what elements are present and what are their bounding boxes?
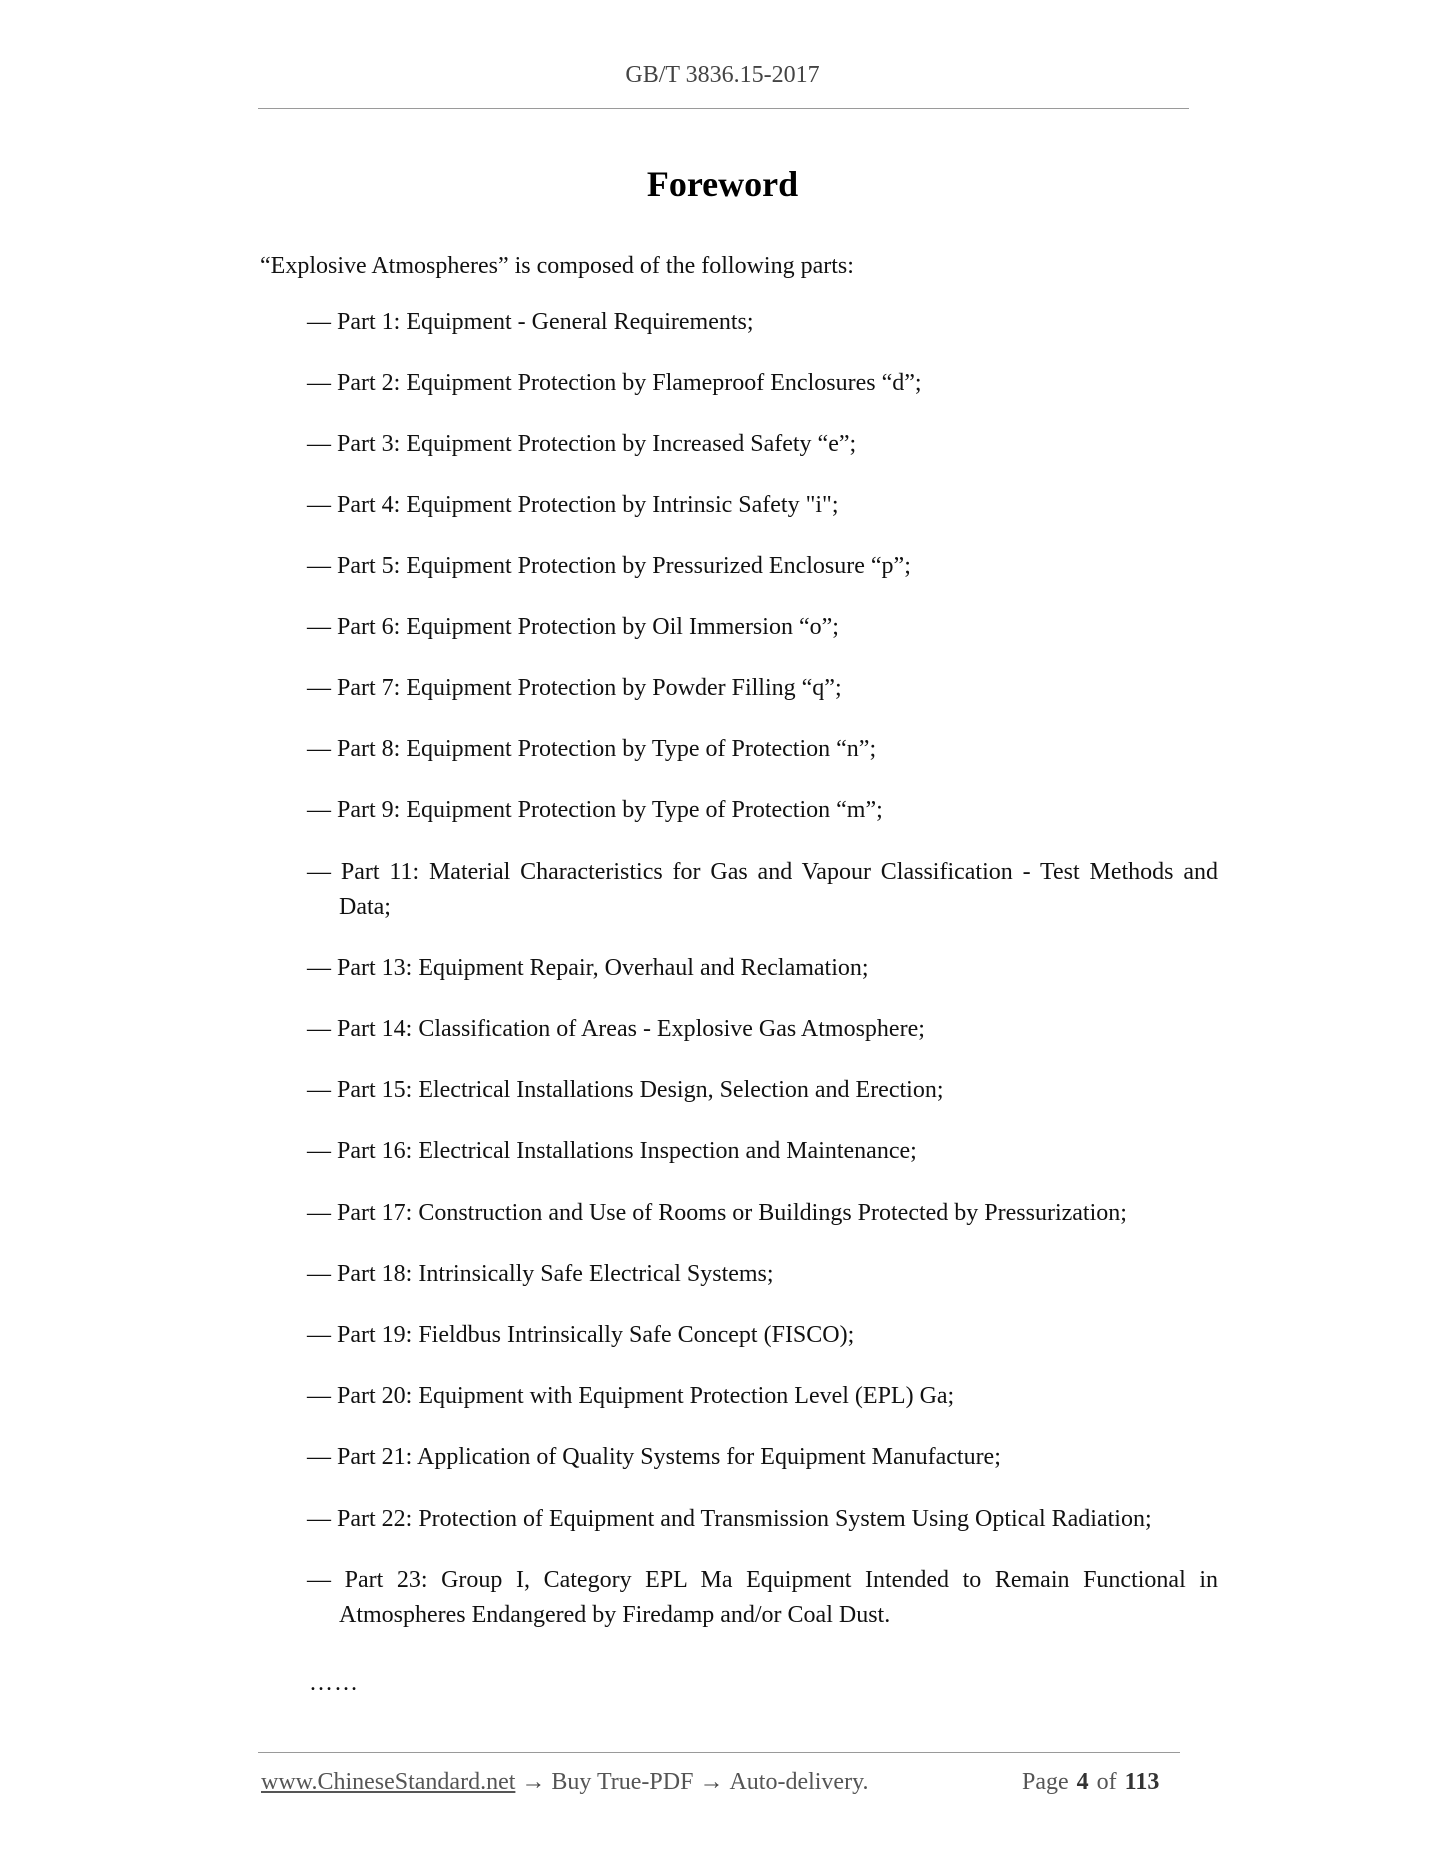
list-item-part-17: — Part 17: Construction and Use of Rooms or Buildings Protected by Pressurization;	[307, 1200, 1127, 1226]
list-item-part-16: — Part 16: Electrical Installations Inspection and Maintenance;	[307, 1138, 917, 1164]
list-item-part-11: — Part 11: Material Characteristics for Gas and Vapour Classification - Test Methods and Data;	[307, 859, 1218, 920]
list-item-part-18: — Part 18: Intrinsically Safe Electrical Systems;	[307, 1261, 774, 1287]
list-item-part-1: — Part 1: Equipment - General Requirements;	[307, 309, 754, 335]
page-label: Page	[1022, 1769, 1069, 1795]
list-item-part-22: — Part 22: Protection of Equipment and Transmission System Using Optical Radiation;	[307, 1506, 1152, 1532]
total-pages: 113	[1124, 1769, 1160, 1795]
site-link[interactable]: www.ChineseStandard.net	[261, 1769, 516, 1795]
footer-promo	[261, 1769, 869, 1796]
list-item-part-23: — Part 23: Group I, Category EPL Ma Equipment Intended to Remain Functional in Atmospheres Endangered by Firedamp and/or Coal Dust.	[307, 1567, 1218, 1628]
list-item-part-3: — Part 3: Equipment Protection by Increased Safety “e”;	[307, 431, 857, 457]
list-item-part-4: — Part 4: Equipment Protection by Intrinsic Safety "i";	[307, 492, 839, 518]
list-item-part-9: — Part 9: Equipment Protection by Type of Protection “m”;	[307, 797, 883, 823]
arrow-right-icon: →	[699, 1769, 724, 1795]
list-item-part-21: — Part 21: Application of Quality Systems for Equipment Manufacture;	[307, 1444, 1001, 1470]
intro-paragraph: “Explosive Atmospheres” is composed of the following parts:	[260, 253, 854, 279]
list-item-part-5: — Part 5: Equipment Protection by Pressurized Enclosure “p”;	[307, 553, 911, 579]
list-item-part-13: — Part 13: Equipment Repair, Overhaul and Reclamation;	[307, 955, 869, 981]
arrow-right-icon: →	[521, 1769, 546, 1795]
page-indicator	[1022, 1769, 1167, 1796]
list-item-part-2: — Part 2: Equipment Protection by Flameproof Enclosures “d”;	[307, 370, 922, 396]
delivery-text: Auto-delivery.	[729, 1769, 869, 1795]
page-number: 4	[1076, 1769, 1089, 1795]
list-item-part-19: — Part 19: Fieldbus Intrinsically Safe Concept (FISCO);	[307, 1322, 855, 1348]
list-item-part-7: — Part 7: Equipment Protection by Powder Filling “q”;	[307, 675, 842, 701]
buy-text: Buy True-PDF	[551, 1769, 694, 1795]
page-title: Foreword	[646, 164, 799, 204]
of-label: of	[1096, 1769, 1117, 1795]
footer-divider	[258, 1752, 1180, 1753]
list-item-part-20: — Part 20: Equipment with Equipment Protection Level (EPL) Ga;	[307, 1383, 955, 1409]
continuation-ellipsis: ……	[309, 1670, 359, 1696]
list-item-part-8: — Part 8: Equipment Protection by Type of Protection “n”;	[307, 736, 877, 762]
header-standard-code: GB/T 3836.15-2017	[625, 62, 820, 88]
list-item-part-14: — Part 14: Classification of Areas - Explosive Gas Atmosphere;	[307, 1016, 925, 1042]
list-item-part-15: — Part 15: Electrical Installations Design, Selection and Erection;	[307, 1077, 944, 1103]
list-item-part-6: — Part 6: Equipment Protection by Oil Immersion “o”;	[307, 614, 839, 640]
